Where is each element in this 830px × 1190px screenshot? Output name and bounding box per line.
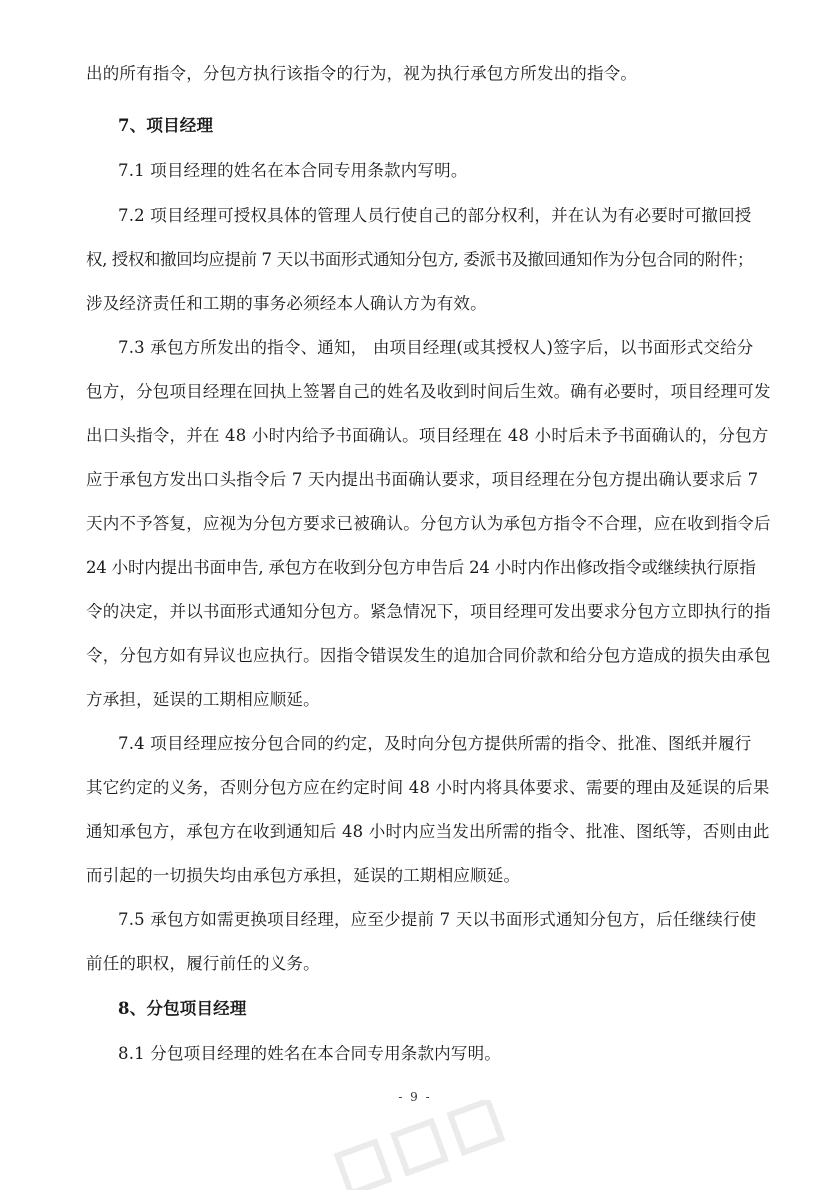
clause-7-4-line-2: 其它约定的义务，否则分包方应在约定时间 48 小时内将具体要求、需要的理由及延误的后果 (86, 778, 770, 797)
clause-7-5-line-1: 7.5 承包方如需更换项目经理，应至少提前 7 天以书面形式通知分包方，后任继续行使 (118, 910, 757, 929)
clause-8-1: 8.1 分包项目经理的姓名在本合同专用条款内写明。 (118, 1044, 501, 1063)
clause-7-1: 7.1 项目经理的姓名在本合同专用条款内写明。 (118, 161, 468, 180)
clause-7-4-line-3: 通知承包方，承包方在收到通知后 48 小时内应当发出所需的指令、批准、图纸等，否则由此 (86, 822, 770, 841)
clause-7-3-line-2: 包方，分包项目经理在回执上签署自己的姓名及收到时间后生效。确有必要时，项目经理可发 (86, 382, 771, 401)
clause-7-2-line-3: 涉及经济责任和工期的事务必须经本人确认方为有效。 (86, 294, 487, 313)
clause-7-3-line-7: 令的决定，并以书面形式通知分包方。紧急情况下，项目经理可发出要求分包方立即执行的指 (86, 602, 771, 621)
clause-7-2-line-1: 7.2 项目经理可授权具体的管理人员行使自己的部分权利，并在认为有必要时可撤回授 (118, 206, 752, 225)
section-heading-7: 7、项目经理 (118, 116, 214, 135)
page-number: - 9 - (398, 1090, 432, 1104)
clause-7-2-line-2: 权, 授权和撤回均应提前 7 天以书面形式通知分包方, 委派书及撤回通知作为分包合同的附件； (86, 250, 754, 269)
clause-7-3-line-6: 24 小时内提出书面申告, 承包方在收到分包方申告后 24 小时内作出修改指令或继续执行原指 (86, 558, 756, 577)
clause-7-3-line-9: 方承担，延误的工期相应顺延。 (86, 690, 320, 709)
clause-7-5-line-2: 前任的职权，履行前任的义务。 (86, 954, 320, 973)
clause-7-3-line-3: 出口头指令，并在 48 小时内给予书面确认。项目经理在 48 小时后未予书面确认的，分包方 (86, 426, 769, 445)
watermark-icon (330, 1100, 550, 1190)
paragraph-6-continuation: 出的所有指令，分包方执行该指令的行为，视为执行承包方所发出的指令。 (86, 64, 638, 83)
clause-7-3-line-5: 天内不予答复，应视为分包方要求已被确认。分包方认为承包方指令不合理，应在收到指令后 (86, 514, 771, 533)
clause-7-4-line-1: 7.4 项目经理应按分包合同的约定，及时向分包方提供所需的指令、批准、图纸并履行 (118, 734, 752, 753)
clause-7-4-line-4: 而引起的一切损失均由承包方承担，延误的工期相应顺延。 (86, 866, 521, 885)
clause-7-3-line-1: 7.3 承包方所发出的指令、通知， 由项目经理(或其授权人)签字后，以书面形式交给分 (118, 338, 754, 357)
section-heading-8: 8、分包项目经理 (118, 999, 247, 1018)
clause-7-3-line-8: 令，分包方如有异议也应执行。因指令错误发生的追加合同价款和给分包方造成的损失由承包 (86, 646, 771, 665)
clause-7-3-line-4: 应于承包方发出口头指令后 7 天内提出书面确认要求，项目经理在分包方提出确认要求后 7 (86, 470, 759, 489)
